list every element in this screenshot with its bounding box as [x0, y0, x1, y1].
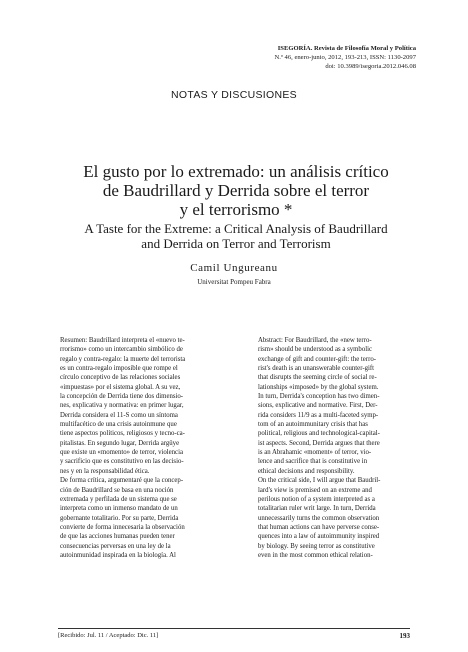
text-line: lard's view is premised on an extreme and: [258, 486, 372, 494]
text-line: extremada y perfilada de un sistema que se: [60, 495, 177, 503]
text-line: perilous notion of a system interpreted as a: [258, 495, 375, 503]
text-line: tom of an autoimmunitary crisis that has: [258, 421, 368, 429]
text-line: rist's death is an unanswerable counter-gift: [258, 365, 375, 373]
text-line: In turn, Derrida's conception has two dimen-: [258, 393, 380, 401]
journal-issue: N.º 46, enero-junio, 2012, 193-213, ISSN: 1130-2097: [274, 54, 416, 62]
section-heading: NOTAS Y DISCUSIONES: [171, 89, 297, 101]
text-line: la concepción de Derrida tiene dos dimensio-: [60, 393, 184, 401]
text-line: De forma crítica, argumentaré que la concep-: [60, 477, 184, 485]
text-line: y sacrificio que es constitutivo en las decisio-: [60, 458, 184, 466]
text-line: unnecessarily turns the common observation: [258, 514, 380, 522]
text-line: de que las acciones humanas pueden tener: [60, 533, 175, 541]
text-line: ción de Baudrillard se basa en una noción: [60, 486, 174, 494]
text-line: Resumen: Baudrillard interpreta el «nuevo te-: [60, 337, 185, 344]
resumen-column: [60, 336, 232, 560]
text-line: tiene aspectos políticos, religiosos y tecno-ca-: [60, 430, 185, 438]
text-line: pitalistas. En segundo lugar, Derrida argüye: [60, 439, 180, 447]
text-line: totalitarian ruler writ large. In turn, Derrida: [258, 505, 376, 513]
page-number: 193: [399, 632, 410, 640]
text-line: gobernante totalitario. Por su parte, Derrida: [60, 514, 179, 522]
author-name: Camil Ungureanu: [190, 262, 278, 274]
journal-doi: doi: 10.3989/isegoria.2012.046.08: [325, 63, 416, 71]
text-line: lence and sacrifice that is constitutive in: [258, 458, 368, 466]
text-line: sions, explicative and normative. First, Der-: [258, 402, 378, 410]
text-line: autoinmunidad inspirada en la biología. Al: [60, 551, 176, 559]
text-line: «impuestas» por el sistema global. A su vez,: [60, 383, 181, 391]
text-line: exchange of gift and counter-gift: the terro-: [258, 355, 377, 363]
text-line: is an Abrahamic «moment» of terror, vio-: [258, 449, 372, 457]
text-line: lationships «imposed» by the global system.: [258, 383, 379, 391]
text-line: Derrida considera el 11-S como un síntoma: [60, 411, 178, 419]
text-line: ethical decisions and responsibility.: [258, 467, 355, 475]
text-line: quences into a law of autoimmunity inspired: [258, 533, 380, 541]
title-en-line: and Derrida on Terror and Terrorism: [141, 236, 331, 251]
text-line: multifacético de una crisis autoinmune que: [60, 421, 177, 429]
article-title-spanish: [40, 162, 432, 219]
received-dates: [Recibido: Jul. 11 / Aceptado: Dic. 11]: [58, 632, 159, 639]
title-es-line: El gusto por lo extremado: un análisis crítico: [83, 162, 389, 181]
title-en-line: A Taste for the Extreme: a Critical Analysis of Baudrillard: [84, 221, 388, 236]
text-line: even in the most common ethical relation-: [258, 551, 373, 559]
journal-name: ISEGORÍA. Revista de Filosofía Moral y Política: [277, 45, 416, 52]
text-line: by biology. By seeing terror as constitutive: [258, 542, 375, 550]
title-es-line: y el terrorismo *: [179, 200, 293, 219]
title-es-line: de Baudrillard y Derrida sobre el terror: [102, 181, 370, 200]
text-line: círculo conceptivo de las relaciones sociales: [60, 374, 181, 382]
text-line: que existe un «momento» de terror, violencia: [60, 449, 183, 457]
text-line: ist aspects. Second, Derrida argues that there: [258, 439, 380, 447]
author-affiliation: Universitat Pompeu Fabra: [197, 278, 271, 286]
text-line: On the critical side, I will argue that Baudril-: [258, 477, 381, 485]
text-line: nes, explicativa y normativa: en primer lugar,: [60, 402, 184, 410]
text-line: that disrupts the seeming circle of social re-: [258, 374, 377, 382]
text-line: rism» should be understood as a symbolic: [258, 346, 373, 354]
text-line: regalo y contra-regalo: la muerte del terrorista: [60, 355, 186, 363]
text-line: es un contra-regalo imposible que rompe el: [60, 365, 178, 373]
text-line: interpreta como un inmenso mandato de un: [60, 505, 178, 513]
text-line: that human actions can have perverse conse-: [258, 523, 380, 531]
journal-header: [186, 44, 416, 72]
text-line: convierte de forma innecesaria la observación: [60, 523, 185, 531]
text-line: nes y en la responsabilidad ética.: [60, 467, 150, 475]
text-line: rrorismo» como un intercambio simbólico de: [60, 346, 183, 354]
footer-rule: [58, 628, 410, 629]
text-line: rida considers 11/9 as a multi-faceted symp-: [258, 411, 379, 419]
text-line: political, religious and technological-capital-: [258, 430, 380, 438]
abstract-column: [258, 336, 430, 560]
article-title-english: [40, 221, 432, 251]
text-line: consecuencias perversas en una ley de la: [60, 542, 171, 550]
text-line: Abstract: For Baudrillard, the «new terro-: [258, 337, 372, 344]
